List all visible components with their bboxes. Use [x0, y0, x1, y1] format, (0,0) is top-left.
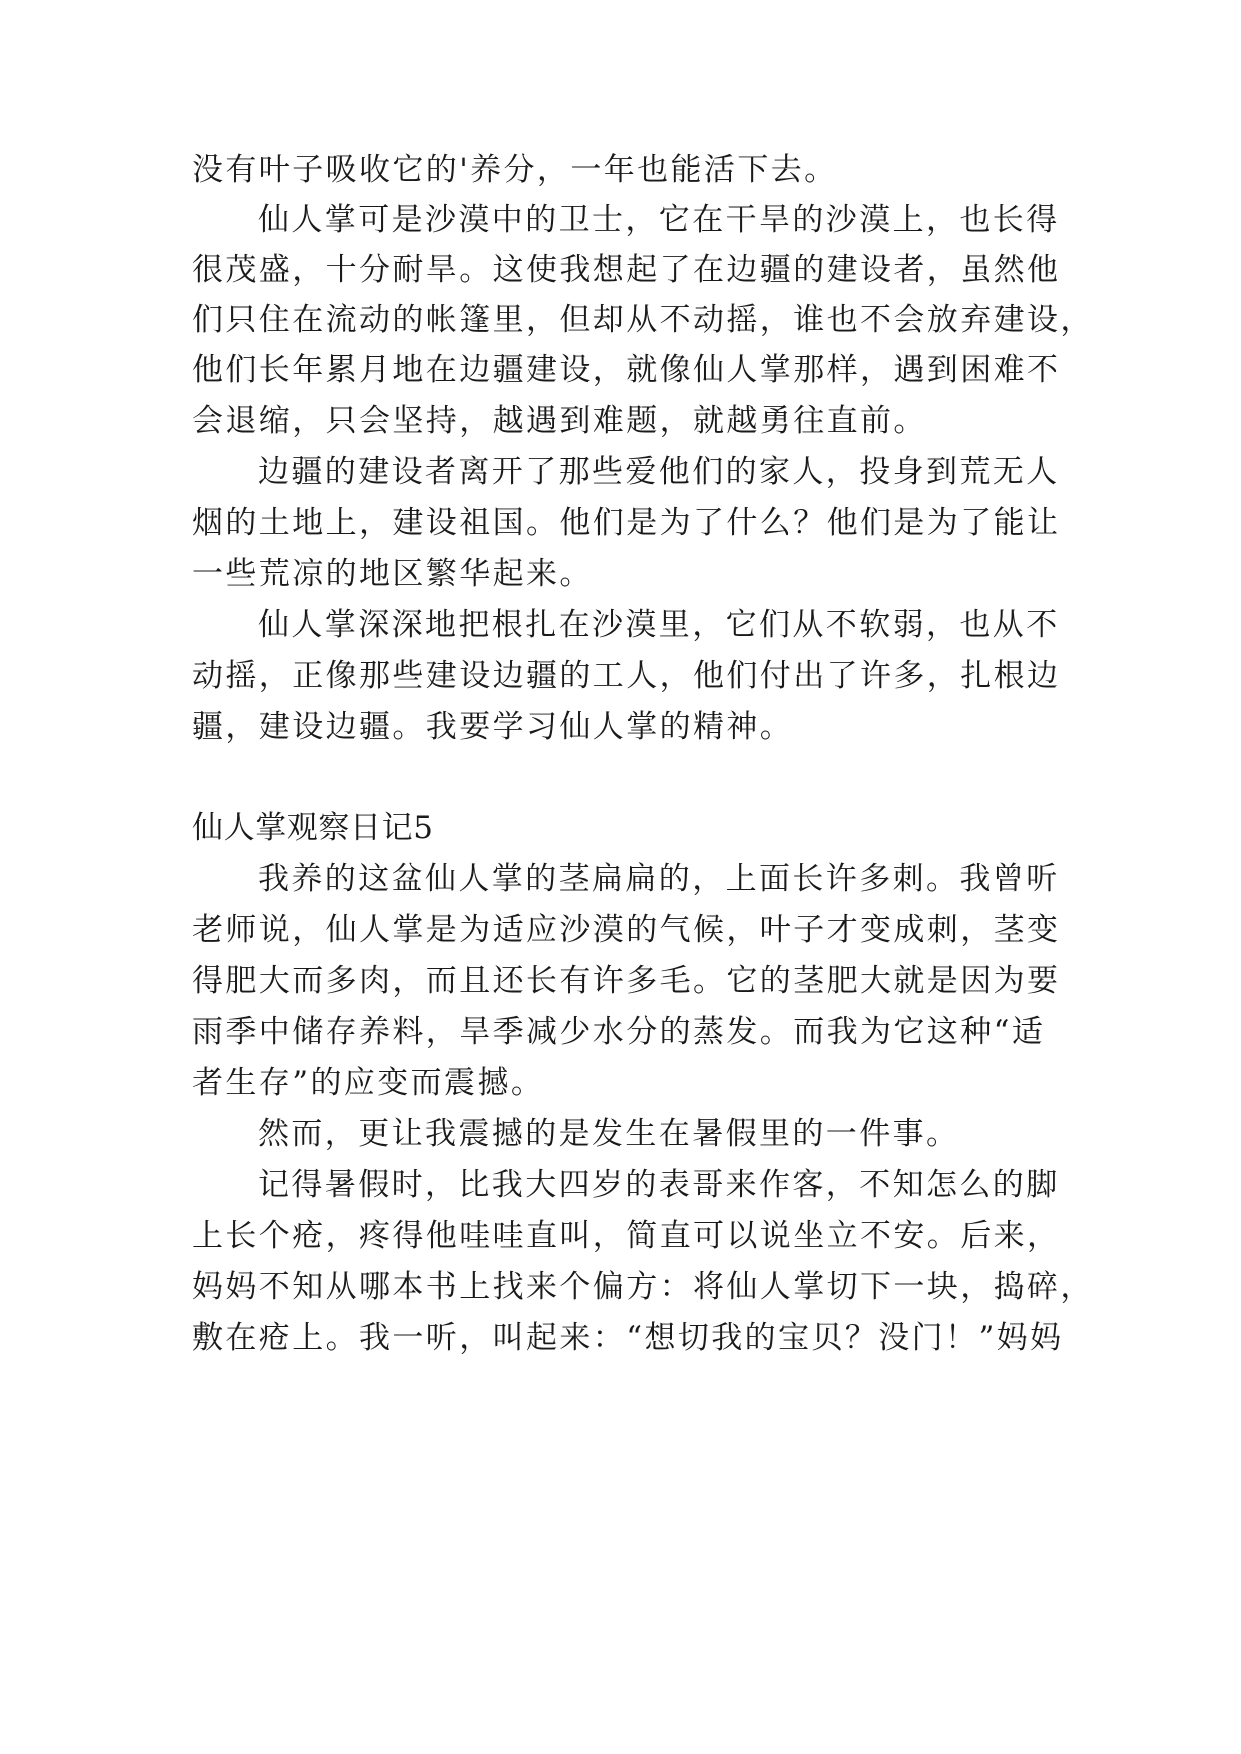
text-line: 上长个疮，疼得他哇哇直叫，简直可以说坐立不安。后来， [192, 1218, 1061, 1254]
paragraph-first-line: 边疆的建设者离开了那些爱他们的家人，投身到荒无人 [258, 454, 1060, 490]
paragraph-first-line: 仙人掌可是沙漠中的卫士，它在干旱的沙漠上，也长得 [258, 202, 1060, 238]
text-line: 得肥大而多肉，而且还长有许多毛。它的茎肥大就是因为要 [192, 963, 1061, 999]
text-line: 很茂盛，十分耐旱。这使我想起了在边疆的建设者，虽然他 [192, 252, 1061, 288]
text-line: 疆，建设边疆。我要学习仙人掌的精神。 [192, 709, 794, 745]
text-line: 会退缩，只会坚持，越遇到难题，就越勇往直前。 [192, 403, 927, 439]
text-line: 妈妈不知从哪本书上找来个偏方：将仙人掌切下一块，捣碎， [192, 1269, 1094, 1305]
text-line: 老师说，仙人掌是为适应沙漠的气候，叶子才变成刺，茎变 [192, 912, 1061, 948]
paragraph-first-line: 我养的这盆仙人掌的茎扁扁的，上面长许多刺。我曾听 [258, 861, 1060, 897]
paragraph-first-line: 记得暑假时，比我大四岁的表哥来作客，不知怎么的脚 [258, 1167, 1060, 1203]
text-line: 他们长年累月地在边疆建设，就像仙人掌那样，遇到困难不 [192, 352, 1061, 388]
text-line: 者生存”的应变而震撼。 [192, 1065, 545, 1101]
text-line: 敷在疮上。我一听，叫起来：“想切我的宝贝？没门！”妈妈 [192, 1320, 1064, 1356]
text-line: 没有叶子吸收它的'养分，一年也能活下去。 [192, 152, 838, 188]
text-line: 烟的土地上，建设祖国。他们是为了什么？他们是为了能让 [192, 505, 1061, 541]
paragraph-first-line: 仙人掌深深地把根扎在沙漠里，它们从不软弱，也从不 [258, 607, 1060, 643]
text-line: 一些荒凉的地区繁华起来。 [192, 556, 593, 592]
text-line: 们只住在流动的帐篷里，但却从不动摇，谁也不会放弃建设， [192, 302, 1094, 338]
text-line: 动摇，正像那些建设边疆的工人，他们付出了许多，扎根边 [192, 658, 1061, 694]
text-line: 雨季中储存养料，旱季减少水分的蒸发。而我为它这种“适 [192, 1014, 1046, 1050]
section-heading: 仙人掌观察日记5 [192, 810, 434, 846]
paragraph-first-line: 然而，更让我震撼的是发生在暑假里的一件事。 [258, 1116, 960, 1152]
